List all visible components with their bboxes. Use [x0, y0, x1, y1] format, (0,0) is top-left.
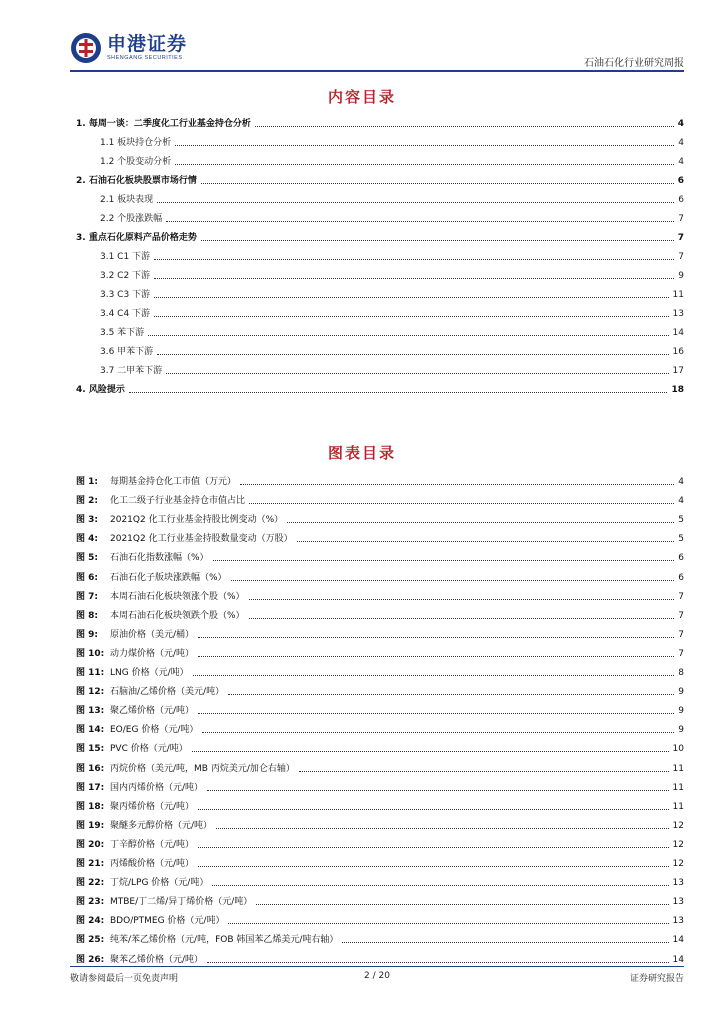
toc-entry[interactable] — [76, 340, 684, 358]
dot-leader — [175, 145, 674, 146]
toc-entry[interactable] — [76, 302, 684, 320]
dot-leader — [249, 503, 674, 504]
toc-entry-page: 4 — [678, 138, 684, 148]
figure-number: 图 2: — [76, 496, 98, 507]
figure-number: 图 13: — [76, 706, 105, 717]
toc-entry-label: 3.1 C1 下游 — [100, 252, 151, 262]
brand-name-en: SHENGANG SECURITIES — [107, 55, 183, 61]
figure-entry-label: MTBE/丁二烯/异丁烯价格（元/吨） — [110, 897, 253, 908]
figure-entry-label: 丁烷/LPG 价格（元/吨） — [110, 878, 209, 889]
figure-entry-label: 化工二级子行业基金持仓市值占比 — [110, 496, 246, 507]
dot-leader — [154, 316, 669, 317]
page-indicator: 2 / 20 — [364, 971, 390, 981]
dot-leader — [166, 221, 674, 222]
dot-leader — [240, 484, 674, 485]
dot-leader — [157, 202, 674, 203]
figure-entry-label: 原油价格（美元/桶） — [110, 629, 195, 640]
figure-number: 图 14: — [76, 725, 105, 736]
dot-leader — [212, 885, 668, 886]
figure-entry[interactable] — [76, 776, 684, 794]
toc-entry-label: 3.4 C4 下游 — [100, 309, 151, 319]
dot-leader — [342, 942, 668, 943]
dot-leader — [198, 656, 674, 657]
figure-entry-label: 本周石油石化板块领跌个股（%） — [110, 610, 245, 621]
figure-entry[interactable] — [76, 680, 684, 698]
document-type: 证券研究报告 — [629, 974, 684, 984]
figure-number: 图 21: — [76, 859, 105, 869]
dot-leader — [299, 771, 669, 772]
brand-logo-icon — [70, 32, 102, 64]
toc-entry-label: 2. 石油石化板块股票市场行情 — [76, 176, 197, 186]
figure-entry[interactable] — [76, 489, 684, 507]
figure-entry-page: 6 — [678, 572, 684, 583]
toc-entry-label: 3.7 二甲苯下游 — [100, 366, 163, 376]
footer-divider — [70, 966, 684, 967]
figure-entry-page: 14 — [672, 954, 684, 965]
figure-entry-page: 9 — [678, 687, 684, 698]
dot-leader — [198, 866, 669, 867]
figure-entry[interactable] — [76, 699, 684, 717]
toc-entry[interactable] — [76, 321, 684, 339]
dot-leader — [198, 637, 674, 638]
dot-leader — [198, 713, 674, 714]
figure-entry-page: 14 — [672, 935, 684, 946]
figure-number: 图 24: — [76, 916, 105, 927]
figure-entry-page: 4 — [678, 496, 684, 507]
toc-entry-label: 1. 每周一谈：二季度化工行业基金持仓分析 — [76, 119, 251, 129]
figure-number: 图 9: — [76, 629, 98, 640]
toc-entry[interactable] — [76, 359, 684, 377]
figure-number: 图 10: — [76, 648, 105, 659]
figure-number: 图 18: — [76, 801, 105, 812]
figure-entry-label: BDO/PTMEG 价格（元/吨） — [110, 916, 225, 927]
figure-entry-label: 本周石油石化板块领涨个股（%） — [110, 591, 245, 602]
toc-entry-label: 1.1 板块持仓分析 — [100, 138, 172, 148]
figure-entry-page: 9 — [678, 706, 684, 717]
figure-number: 图 23: — [76, 897, 105, 908]
figure-entry-page: 10 — [672, 744, 684, 755]
toc-entry-page: 7 — [677, 233, 684, 243]
figure-entry-label: LNG 价格（元/吨） — [110, 668, 189, 678]
dot-leader — [198, 847, 669, 848]
dot-leader — [249, 599, 675, 600]
dot-leader — [157, 354, 668, 355]
figure-entry[interactable] — [76, 585, 684, 603]
figure-entry-label: 聚苯乙烯价格（元/吨） — [110, 954, 204, 965]
figure-entry-label: PVC 价格（元/吨） — [110, 744, 188, 755]
toc-entry-page: 14 — [672, 328, 684, 338]
figure-entry-label: 2021Q2 化工行业基金持股数量变动（万股） — [110, 534, 293, 545]
toc-entry[interactable] — [76, 378, 684, 396]
figure-entry-page: 4 — [678, 477, 684, 487]
header-divider — [70, 70, 684, 72]
dot-leader — [297, 541, 675, 542]
toc-entry-page: 13 — [672, 309, 684, 319]
figure-entry-page: 12 — [672, 859, 684, 869]
toc-entry-label: 2.2 个股涨跌幅 — [100, 214, 163, 224]
figure-number: 图 1: — [76, 477, 98, 487]
figure-entry-label: 丁辛醇价格（元/吨） — [110, 839, 195, 850]
figure-entry[interactable] — [76, 527, 684, 545]
toc-entry-page: 16 — [672, 347, 684, 357]
figure-entry-label: 2021Q2 化工行业基金持股比例变动（%） — [110, 515, 284, 526]
toc-entry-page: 6 — [678, 195, 684, 205]
dot-leader — [154, 259, 674, 260]
toc-entry-label: 3.2 C2 下游 — [100, 271, 151, 281]
toc-entry-label: 2.1 板块表现 — [100, 195, 154, 205]
toc-entry-label: 4. 风险提示 — [76, 385, 125, 395]
figure-entry-page: 7 — [678, 591, 684, 602]
toc-entry-label: 1.2 个股变动分析 — [100, 157, 172, 167]
figure-number: 图 8: — [76, 610, 98, 621]
figure-number: 图 6: — [76, 572, 98, 583]
figure-entry-page: 5 — [678, 534, 684, 545]
figure-entry[interactable] — [76, 814, 684, 832]
figure-number: 图 5: — [76, 553, 98, 564]
figure-number: 图 17: — [76, 782, 105, 793]
figure-entry-page: 13 — [672, 878, 684, 889]
figure-entry[interactable] — [76, 795, 684, 813]
figure-entry-label: 丙烷价格（美元/吨，MB 丙烷美元/加仑右轴） — [110, 763, 295, 774]
figure-entry[interactable] — [76, 737, 684, 755]
toc-entry-page: 7 — [678, 252, 684, 262]
figure-entry-label: 聚醚多元醇价格（元/吨） — [110, 820, 213, 831]
dot-leader — [192, 751, 669, 752]
toc-entry[interactable] — [76, 264, 684, 282]
toc-title: 内容目录 — [327, 88, 396, 106]
figure-entry[interactable] — [76, 871, 684, 889]
figure-entry-page: 11 — [672, 763, 684, 774]
page-header — [70, 32, 684, 72]
toc-entry-page: 6 — [677, 176, 684, 186]
toc-entry-page: 4 — [677, 119, 684, 129]
figures-title: 图表目录 — [327, 444, 396, 462]
figure-entry[interactable] — [76, 718, 684, 736]
figure-entry-label: 纯苯/苯乙烯价格（元/吨，FOB 韩国苯乙烯美元/吨右轴） — [110, 935, 339, 946]
figure-entry[interactable] — [76, 508, 684, 526]
figure-entry-page: 6 — [678, 553, 684, 564]
disclaimer-note: 敬请参阅最后一页免责声明 — [70, 974, 179, 984]
dot-leader — [228, 923, 668, 924]
figure-entry-page: 8 — [678, 668, 684, 678]
figure-entry[interactable] — [76, 833, 684, 851]
dot-leader — [207, 790, 669, 791]
figure-number: 图 19: — [76, 820, 105, 831]
toc-entry[interactable] — [76, 245, 684, 263]
figure-entry[interactable] — [76, 604, 684, 622]
figure-number: 图 25: — [76, 935, 105, 946]
figure-entry[interactable] — [76, 890, 684, 908]
figure-number: 图 12: — [76, 687, 105, 698]
dot-leader — [249, 618, 675, 619]
figure-entry-page: 13 — [672, 897, 684, 908]
figure-number: 图 3: — [76, 515, 98, 526]
dot-leader — [255, 126, 674, 127]
figure-entry[interactable] — [76, 566, 684, 584]
figure-number: 图 22: — [76, 878, 105, 889]
toc-entry[interactable] — [76, 112, 684, 130]
toc-entry-label: 3.3 C3 下游 — [100, 290, 151, 300]
figure-entry-page: 7 — [678, 648, 684, 659]
figure-entry[interactable] — [76, 928, 684, 946]
figure-entry[interactable] — [76, 642, 684, 660]
toc-entry-page: 9 — [678, 271, 684, 281]
dot-leader — [154, 297, 669, 298]
dot-leader — [166, 373, 668, 374]
figure-number: 图 16: — [76, 763, 105, 774]
toc-entry-page: 7 — [678, 214, 684, 224]
dot-leader — [228, 694, 674, 695]
figure-number: 图 4: — [76, 534, 98, 545]
figure-entry-page: 9 — [678, 725, 684, 736]
figure-entry-page: 13 — [672, 916, 684, 927]
dot-leader — [148, 335, 668, 336]
figure-entry[interactable] — [76, 757, 684, 775]
dot-leader — [193, 675, 675, 676]
dot-leader — [287, 522, 674, 523]
figure-entry-page: 12 — [672, 839, 684, 850]
toc-entry[interactable] — [76, 188, 684, 206]
toc-entry[interactable] — [76, 226, 684, 244]
dot-leader — [213, 560, 675, 561]
figure-entry[interactable] — [76, 661, 684, 679]
figure-entry-page: 11 — [672, 782, 684, 793]
figure-entry[interactable] — [76, 546, 684, 564]
figure-entry-label: 动力煤价格（元/吨） — [110, 648, 195, 659]
toc-entry-label: 3.6 甲苯下游 — [100, 347, 154, 357]
dot-leader — [201, 183, 674, 184]
toc-entry-label: 3. 重点石化原料产品价格走势 — [76, 233, 197, 243]
figure-entry-label: 聚丙烯价格（元/吨） — [110, 801, 195, 812]
dot-leader — [198, 809, 669, 810]
dot-leader — [129, 392, 668, 393]
report-type: 石油石化行业研究周报 — [584, 58, 684, 69]
figure-entry-page: 5 — [678, 515, 684, 526]
dot-leader — [175, 164, 674, 165]
figure-entry[interactable] — [76, 948, 684, 966]
figure-entry-page: 7 — [678, 610, 684, 621]
figure-entry[interactable] — [76, 470, 684, 488]
toc-entry[interactable] — [76, 207, 684, 225]
figure-entry-label: 聚乙烯价格（元/吨） — [110, 706, 195, 717]
figure-entry-label: EO/EG 价格（元/吨） — [110, 725, 199, 736]
figure-entry-label: 石油石化指数涨幅（%） — [110, 553, 209, 564]
figure-entry-label: 石脑油/乙烯价格（美元/吨） — [110, 687, 225, 698]
toc-entry-page: 11 — [672, 290, 684, 300]
brand-logo — [70, 32, 187, 64]
figure-entry[interactable] — [76, 852, 684, 870]
figure-entry-page: 11 — [672, 801, 684, 812]
figure-entry-page: 12 — [672, 820, 684, 831]
dot-leader — [202, 732, 674, 733]
dot-leader — [201, 240, 674, 241]
dot-leader — [231, 580, 675, 581]
figure-entry-label: 丙烯酸价格（元/吨） — [110, 859, 195, 869]
figure-entry-label: 国内丙烯价格（元/吨） — [110, 782, 204, 793]
figure-number: 图 26: — [76, 954, 105, 965]
figure-number: 图 11: — [76, 668, 105, 678]
toc-entry-label: 3.5 苯下游 — [100, 328, 145, 338]
figure-entry[interactable] — [76, 623, 684, 641]
figure-entry-label: 每期基金持仓化工市值（万元） — [110, 477, 237, 487]
dot-leader — [256, 904, 668, 905]
toc-entry[interactable] — [76, 283, 684, 301]
toc-entry[interactable] — [76, 150, 684, 168]
toc-entry[interactable] — [76, 169, 684, 187]
brand-name-cn: 申港证券 — [107, 33, 188, 55]
toc-entry-page: 4 — [678, 157, 684, 167]
figure-entry[interactable] — [76, 909, 684, 927]
dot-leader — [154, 278, 674, 279]
dot-leader — [207, 962, 669, 963]
toc-entry-page: 18 — [671, 385, 684, 395]
figure-entry-page: 7 — [678, 629, 684, 640]
figure-number: 图 15: — [76, 744, 105, 755]
toc-entry[interactable] — [76, 131, 684, 149]
figure-entry-label: 石油石化子版块涨跌幅（%） — [110, 572, 227, 583]
toc-entry-page: 17 — [672, 366, 684, 376]
figure-number: 图 20: — [76, 839, 105, 850]
dot-leader — [216, 828, 669, 829]
figure-number: 图 7: — [76, 591, 98, 602]
